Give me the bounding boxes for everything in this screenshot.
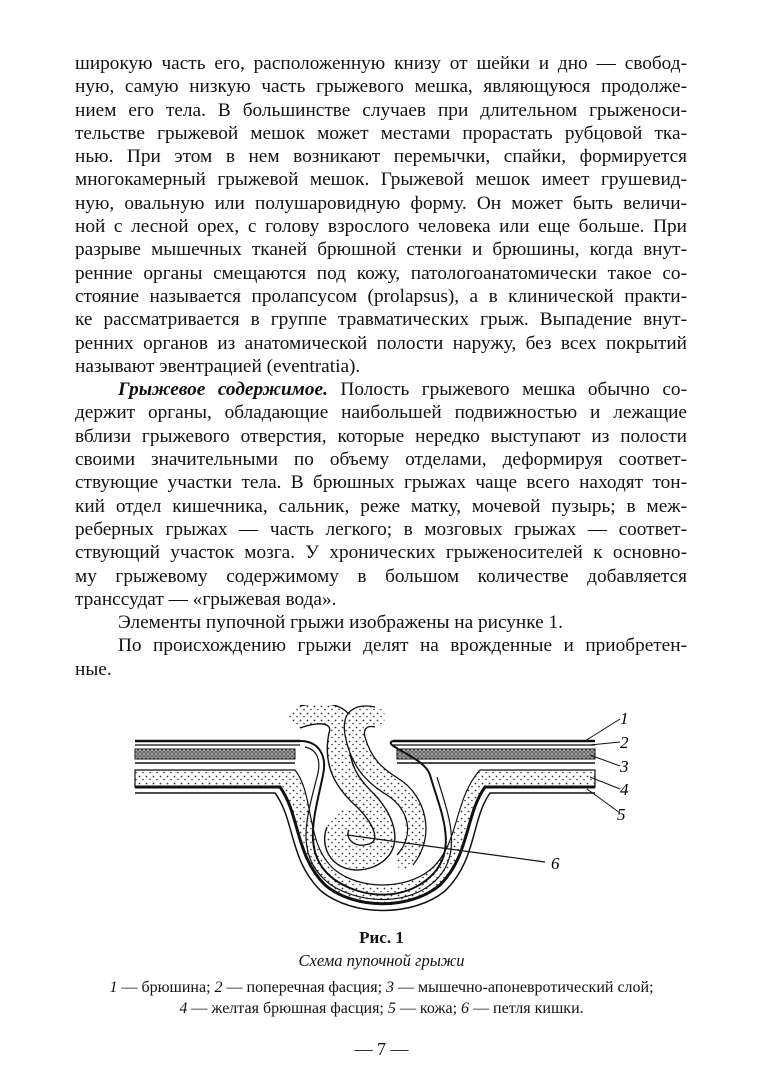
label-2: 2 [620, 733, 629, 752]
label-4: 4 [620, 780, 629, 799]
legend-line-2 [0, 998, 763, 1019]
legend-text: — желтая брюшная фасция; [187, 1000, 388, 1017]
section-term: Грыжевое содержимое. [118, 379, 328, 401]
legend-text: — кожа; [395, 1000, 462, 1017]
paragraph-2-line: вблизи грыжевого отверстия, которые нередко выступают из полости [75, 425, 687, 447]
wall-right-muscle [397, 749, 595, 759]
paragraph-1-line: разрыве мышечных тканей брюшной стенки и брюшины, когда внут- [75, 239, 687, 261]
paragraph-2-line: кий отдел кишечника, сальник, реже матку, мочевой пузырь; в меж- [75, 495, 687, 517]
paragraph-3: Элементы пупочной грыжи изображены на рисунке 1. [118, 612, 563, 634]
paragraph-1-line: тельстве грыжевой мешок может местами прорастать рубцовой тка- [75, 122, 687, 144]
legend-number: 4 [179, 1000, 188, 1017]
paragraph-1-line: широкую часть его, расположенную книзу от шейки и дно — свобод- [75, 53, 687, 74]
leader-1 [585, 719, 620, 741]
label-6: 6 [551, 854, 560, 873]
paragraph-1-line: ренние органы смещаются под кожу, патологоанатомически такое со- [75, 262, 687, 284]
legend-text: — поперечная фасция; [222, 979, 387, 996]
leader-2 [590, 742, 620, 745]
paragraph-2-line: му грыжевому содержимому в большом количестве добавляется [75, 565, 687, 587]
legend-number: 6 [461, 1000, 470, 1017]
hernia-diagram [75, 705, 687, 920]
figure-caption-subtitle: Схема пупочной грыжи [298, 951, 465, 970]
paragraph-1-line: нью. При этом в нем возникают перемычки, спайки, формируется [75, 146, 687, 168]
paragraph-1-line: нием его тела. В большинстве случаев при длительном грыженоси- [75, 99, 687, 121]
body-text [75, 52, 687, 681]
wall-left-muscle [135, 749, 295, 759]
label-3: 3 [620, 757, 629, 776]
paragraph-4-line: По происхождению грыжи делят на врожденные и приобретен- [118, 635, 687, 657]
legend-number: 1 [109, 979, 118, 996]
paragraph-1-line: ную, овальную или полушаровидную форму. Он может быть величи- [75, 192, 687, 214]
paragraph-1-line: ную, самую низкую часть грыжевого мешка, являющуюся продолже- [75, 76, 687, 98]
paragraph-2-line: своими значительными по объему отделами, деформируя соответ- [75, 449, 687, 471]
legend-text: — петля кишки. [469, 1000, 584, 1017]
legend-text: — мышечно-апоневротический слой; [394, 979, 654, 996]
paragraph-2-line: ствующий участок мозга. У хронических грыженосителей к основно- [75, 542, 687, 564]
legend-number: 5 [387, 1000, 396, 1017]
legend-line-1 [0, 977, 763, 998]
paragraph-1-line: многокамерный грыжевой мешок. Грыжевой мешок имеет грушевид- [75, 169, 687, 191]
paragraph-2-line: держит органы, обладающие наибольшей подвижностью и лежащие [75, 402, 687, 424]
paragraph-1-line: ке рассматривается в группе травматических грыж. Выпадение внут- [75, 309, 687, 331]
paragraph-1-line: ренних органов из анатомической полости наружу, без всех покрытий [75, 332, 687, 354]
leader-3 [590, 755, 620, 766]
paragraph-2-line: ствующие участки тела. В брюшных грыжах чаще всего находят тон- [75, 472, 687, 494]
leader-5 [587, 789, 620, 813]
label-5: 5 [617, 805, 626, 824]
paragraph-2-first-line: Грыжевое содержимое. Полость грыжевого мешка обычно со- [118, 379, 687, 401]
page-number: — 7 — [354, 1039, 409, 1059]
legend-number: 3 [386, 979, 395, 996]
hernia-figure [75, 705, 687, 920]
paragraph-1-line: ной с лесной орех, с голову взрослого человека или еще больше. При [75, 216, 687, 238]
paragraph-4-line: ные. [75, 658, 112, 680]
figure-caption-title: Рис. 1 [359, 928, 404, 947]
paragraph-1-line: стояние называется пролапсусом (prolapsus), а в клинической практи- [75, 285, 687, 307]
paragraph-1 [75, 52, 687, 378]
label-1: 1 [620, 709, 629, 728]
legend-number: 2 [214, 979, 223, 996]
legend-text: — брюшина; [117, 979, 215, 996]
paragraph-1-line: называют эвентрацией (eventratia). [75, 355, 361, 377]
paragraph-2 [75, 401, 687, 611]
figure-legend [0, 977, 763, 1019]
paragraph-2-line: реберных грыжах — часть легкого; в мозговых грыжах — соответ- [75, 518, 687, 540]
paragraph-2-line: транссудат — «грыжевая вода». [75, 588, 337, 610]
paragraph-4 [75, 634, 687, 681]
